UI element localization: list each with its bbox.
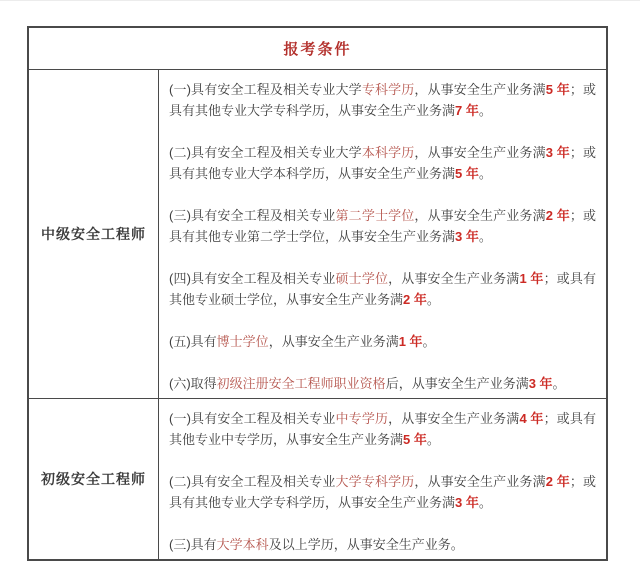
requirement-text: 及以上学历，从事安全生产业务。 <box>268 537 464 552</box>
table-header-title: 报考条件 <box>29 28 606 70</box>
requirement-text: 。 <box>478 166 492 181</box>
requirement-text: ；或具有其他专业第二学士学位，从事安全生产业务满 <box>169 208 596 244</box>
requirements-cell <box>159 399 606 559</box>
requirement-text: (三)具有安全工程及相关专业 <box>169 208 336 223</box>
requirement-text: (六)取得 <box>169 376 217 391</box>
requirement-text: ，从事安全生产业务满 <box>414 82 546 97</box>
highlighted-term: 第二学士学位 <box>335 208 415 223</box>
requirement-text: ，从事安全生产业务满 <box>388 411 520 426</box>
years-value: 3 年 <box>545 145 570 160</box>
requirement-item <box>169 534 596 555</box>
requirements-cell <box>159 70 606 398</box>
requirement-text: (二)具有安全工程及相关专业 <box>169 474 336 489</box>
requirement-text: (一)具有安全工程及相关专业 <box>169 411 336 426</box>
requirement-text: ，从事安全生产业务满 <box>268 334 399 349</box>
requirement-item <box>169 142 596 184</box>
level-cell: 中级安全工程师 <box>29 70 159 398</box>
requirement-item <box>169 268 596 310</box>
requirement-text: (一)具有安全工程及相关专业大学 <box>169 82 362 97</box>
requirement-text: ，从事安全生产业务满 <box>414 474 546 489</box>
highlighted-term: 大学专科学历 <box>335 474 415 489</box>
highlighted-term: 初级注册安全工程师职业资格 <box>216 376 386 391</box>
requirement-text: 。 <box>478 229 492 244</box>
requirement-text: ，从事安全生产业务满 <box>414 145 546 160</box>
years-value: 7 年 <box>455 103 479 118</box>
years-value: 2 年 <box>403 292 427 307</box>
requirement-text: ；或具有其他专业大学专科学历，从事安全生产业务满 <box>169 474 596 510</box>
table-body <box>29 70 606 559</box>
requirement-item <box>169 331 596 352</box>
requirement-text: ；或具有其他专业大学专科学历，从事安全生产业务满 <box>169 82 596 118</box>
years-value: 5 年 <box>545 82 570 97</box>
requirement-text: ；或具有其他专业大学本科学历，从事安全生产业务满 <box>169 145 596 181</box>
highlighted-term: 本科学历 <box>361 145 415 160</box>
requirement-text: (三)具有 <box>169 537 217 552</box>
requirement-item <box>169 373 596 394</box>
requirement-item <box>169 408 596 450</box>
requirement-item <box>169 205 596 247</box>
years-value: 1 年 <box>519 271 544 286</box>
requirement-item <box>169 79 596 121</box>
requirement-text: 。 <box>478 103 492 118</box>
table-row <box>29 399 606 559</box>
highlighted-term: 大学本科 <box>216 537 269 552</box>
requirement-text: 后，从事安全生产业务满 <box>385 376 529 391</box>
requirement-text: 。 <box>478 495 492 510</box>
requirement-text: (五)具有 <box>169 334 217 349</box>
requirement-text: ，从事安全生产业务满 <box>388 271 520 286</box>
highlighted-term: 中专学历 <box>335 411 389 426</box>
years-value: 1 年 <box>398 334 423 349</box>
years-value: 3 年 <box>455 229 479 244</box>
years-value: 5 年 <box>455 166 479 181</box>
requirement-text: ；或具有其他专业硕士学位，从事安全生产业务满 <box>169 271 596 307</box>
registration-conditions-table <box>27 26 608 561</box>
requirement-text: 。 <box>422 334 436 349</box>
requirement-text: ，从事安全生产业务满 <box>414 208 546 223</box>
requirement-text: 。 <box>552 376 566 391</box>
level-cell: 初级安全工程师 <box>29 399 159 559</box>
years-value: 5 年 <box>403 432 427 447</box>
requirement-text: (二)具有安全工程及相关专业大学 <box>169 145 362 160</box>
highlighted-term: 专科学历 <box>361 82 415 97</box>
requirement-text: ；或具有其他专业中专学历，从事安全生产业务满 <box>169 411 596 447</box>
table-row <box>29 70 606 399</box>
highlighted-term: 硕士学位 <box>335 271 389 286</box>
years-value: 4 年 <box>519 411 544 426</box>
requirement-text: (四)具有安全工程及相关专业 <box>169 271 336 286</box>
requirement-text: 。 <box>426 432 440 447</box>
years-value: 3 年 <box>455 495 479 510</box>
requirement-text: 。 <box>426 292 440 307</box>
years-value: 2 年 <box>545 208 570 223</box>
highlighted-term: 博士学位 <box>216 334 269 349</box>
years-value: 3 年 <box>528 376 553 391</box>
years-value: 2 年 <box>545 474 570 489</box>
requirement-item <box>169 471 596 513</box>
